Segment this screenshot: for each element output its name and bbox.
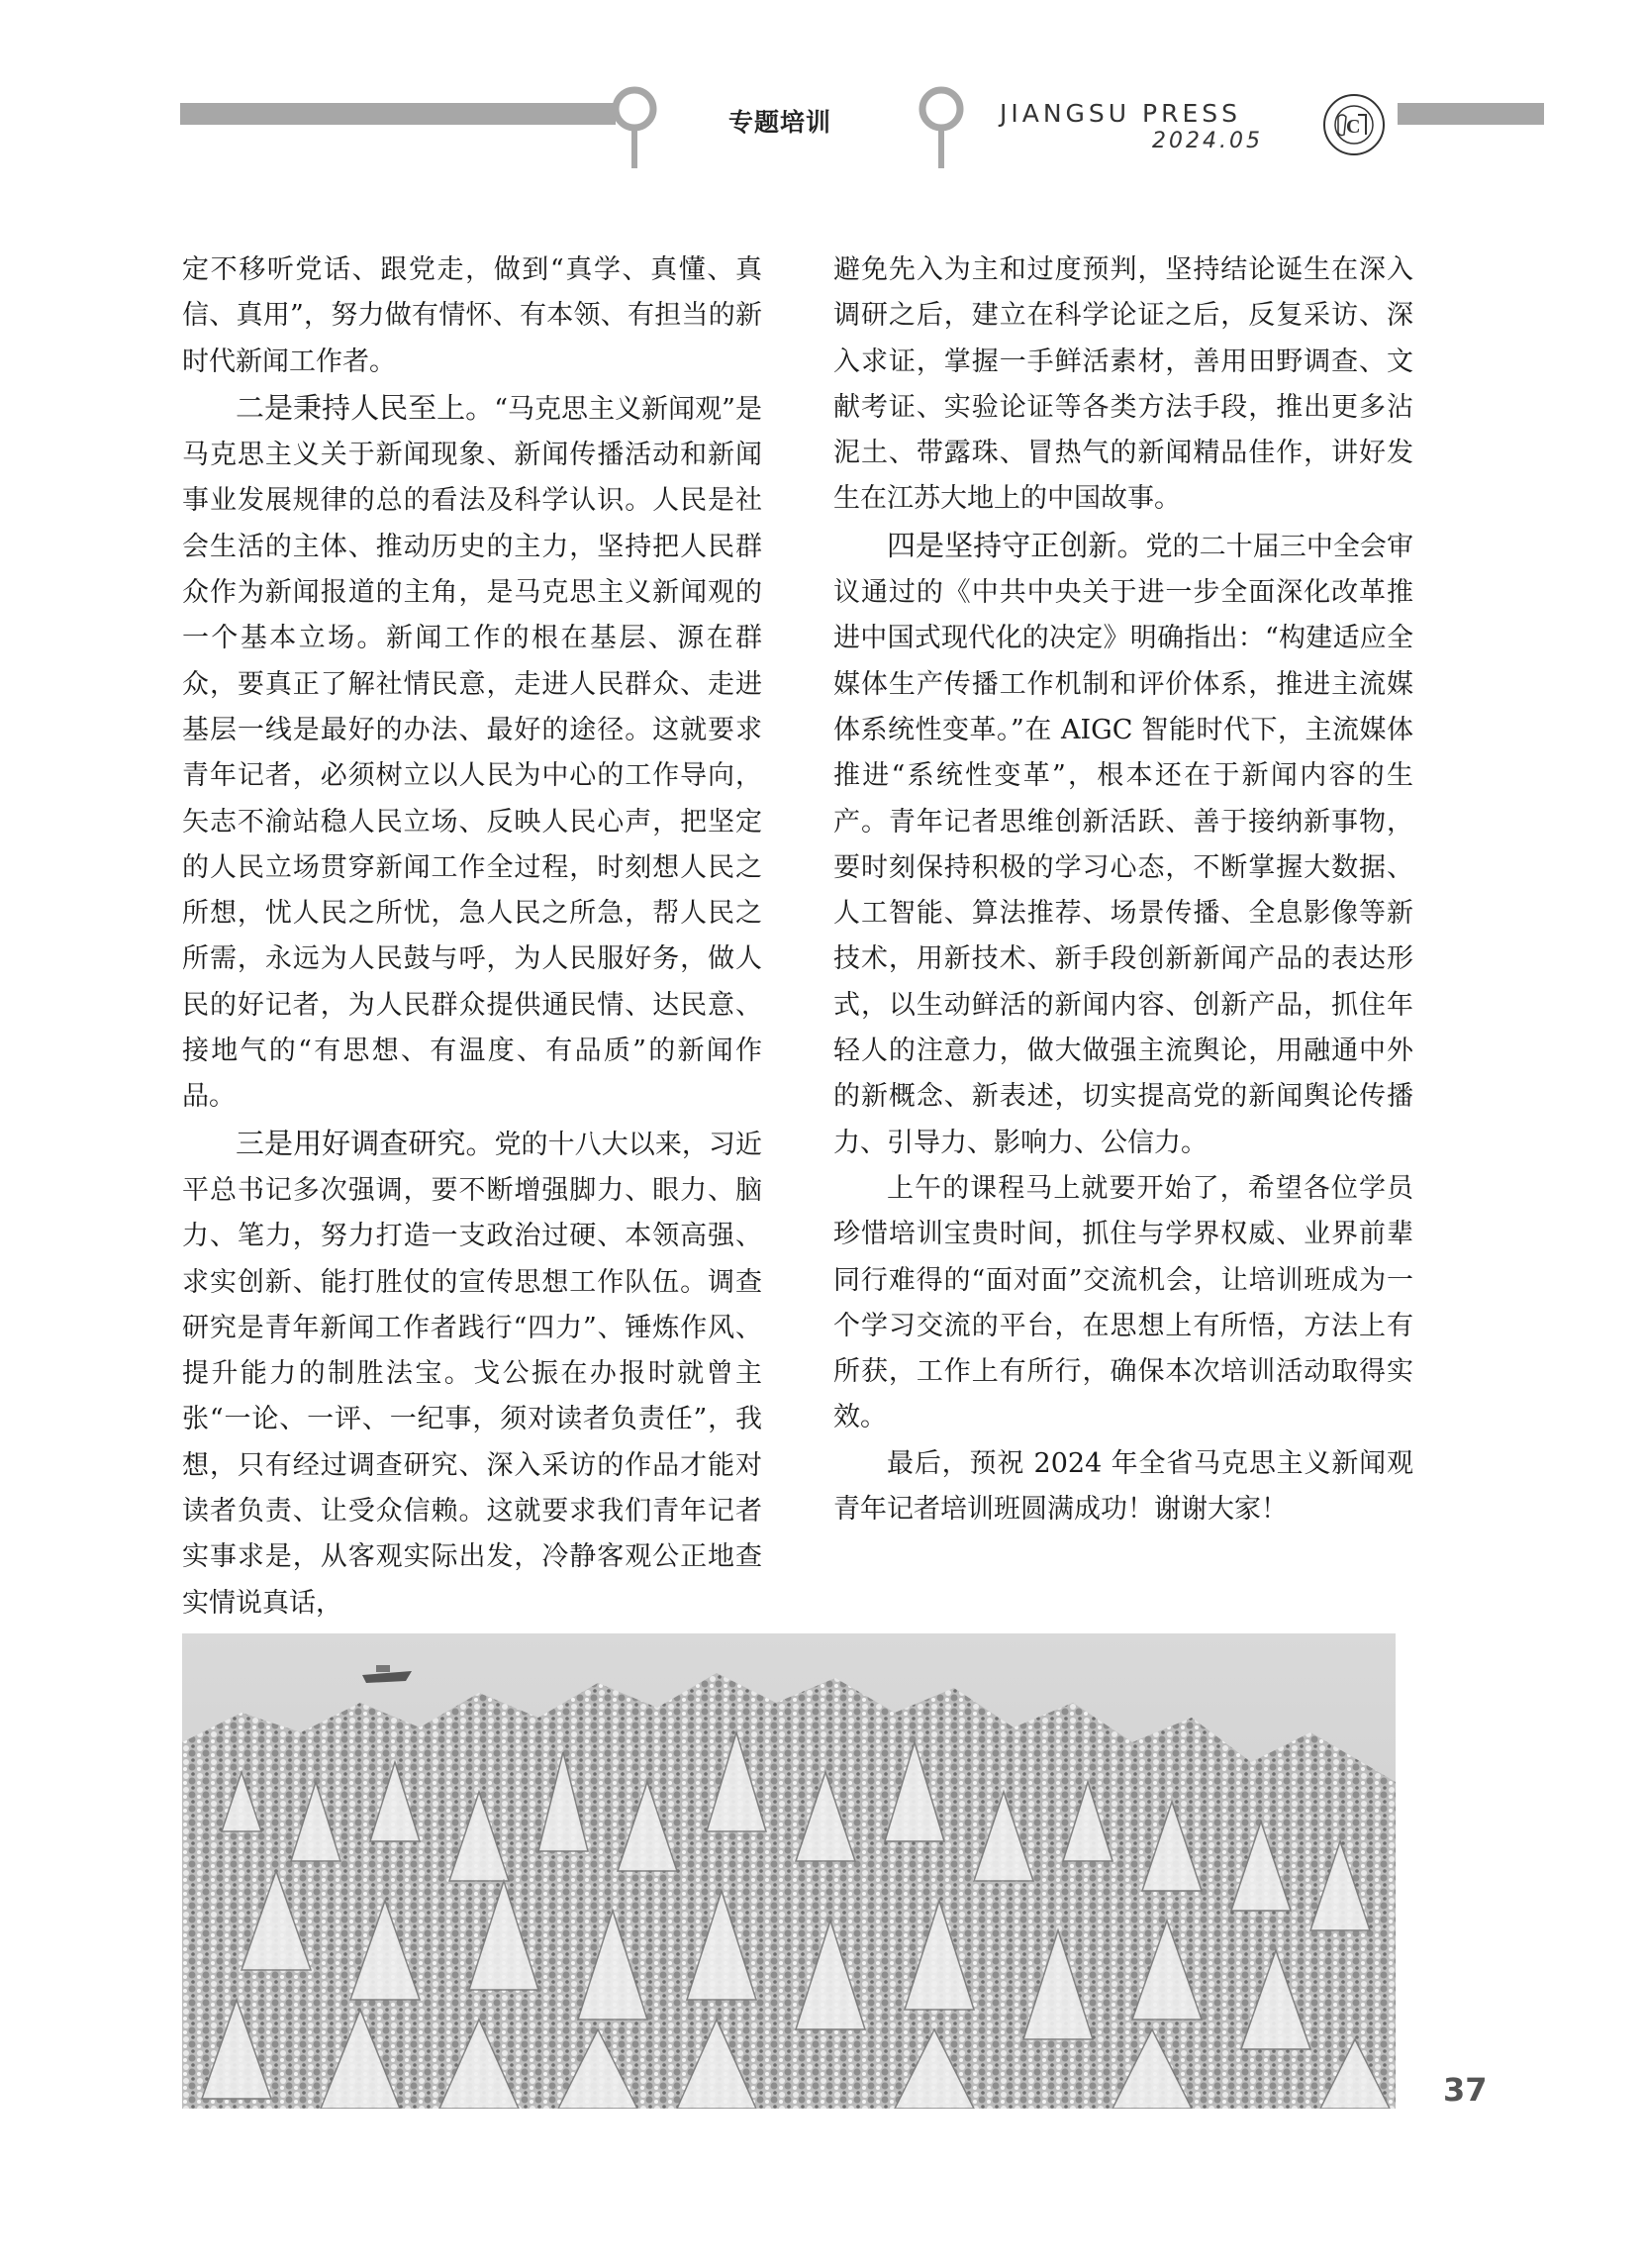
forest-illustration bbox=[182, 1633, 1396, 2109]
pin-icon-right bbox=[919, 85, 964, 204]
left-column bbox=[182, 247, 762, 1627]
section-title: 专题培训 bbox=[728, 108, 832, 137]
paragraph: 定不移听党话、跟党走，做到“真学、真懂、真信、真用”，努力做有情怀、有本领、有担当的新时代新闻工作者。 bbox=[182, 254, 762, 377]
header-rule-right bbox=[1398, 103, 1544, 125]
pin-icon-left bbox=[612, 85, 657, 204]
paragraph: 避免先入为主和过度预判，坚持结论诞生在深入调研之后，建立在科学论证之后，反复采访、深入求证，掌握一手鲜活素材，善用田野调查、文献考证、实验论证等各类方法手段，推出更多沾泥土、带露珠、冒热气的新闻精品佳作，讲好发生在江苏大地上的中国故事。 bbox=[833, 254, 1413, 515]
press-name: JIANGSU PRESS bbox=[1000, 99, 1242, 128]
header-rule-left bbox=[180, 103, 616, 125]
paragraph-lead: 二是秉持人民至上。 bbox=[236, 390, 495, 425]
paragraph-body: 党的十八大以来，习近平总书记多次强调，要不断增强脚力、眼力、脑力、笔力，努力打造一支政治过硬、本领高强、求实创新、能打胜仗的宣传思想工作队伍。调查研究是青年新闻工作者践行“四力”、锤炼作风、提升能力的制胜法宝。戈公振在办报时就曾主张“一论、一评、一纪事，须对读者负责任”，我想，只有经过调查研究、深入采访的作品才能对读者负责、让受众信赖。这就要求我们青年记者实事求是，从客观实际出发，冷静客观公正地查实情说真话， bbox=[182, 1129, 762, 1619]
paragraph-lead: 四是坚持守正创新。 bbox=[887, 528, 1146, 562]
paragraph bbox=[182, 1121, 762, 1627]
page-number: 37 bbox=[1443, 2071, 1488, 2109]
paragraph-body: 党的二十届三中全会审议通过的《中共中央关于进一步全面深化改革推进中国式现代化的决定》明确指出：“构建适应全媒体生产传播工作机制和评价体系，推进主流媒体系统性变革。”在 AIGC 智能时代下，主流媒体推进“系统性变革”，根本还在于新闻内容的生产。青年记者思维创新活跃、善于接纳新事物，要时刻保持积极的学习心态，不断掌握大数据、人工智能、算法推荐、场景传播、全息影像等新技术，用新技术、新手段创新新闻产品的表达形式，以生动鲜活的新闻内容、创新产品，抓住年轻人的注意力，做大做强主流舆论，用融通中外的新概念、新表述，切实提高党的新闻舆论传播力、引导力、影响力、公信力。 bbox=[833, 531, 1413, 1158]
issue-date: 2024.05 bbox=[1152, 129, 1263, 153]
svg-text:C: C bbox=[1346, 116, 1361, 138]
paragraph bbox=[182, 385, 762, 1121]
paragraph: 最后，预祝 2024 年全省马克思主义新闻观青年记者培训班圆满成功！谢谢大家！ bbox=[833, 1447, 1413, 1526]
paragraph-lead: 三是用好调查研究。 bbox=[236, 1126, 495, 1160]
association-seal-logo bbox=[1322, 93, 1386, 156]
right-column bbox=[833, 247, 1413, 1532]
forest-photo bbox=[182, 1633, 1396, 2109]
paragraph bbox=[833, 523, 1413, 1166]
paragraph-body: “马克思主义新闻观”是马克思主义关于新闻现象、新闻传播活动和新闻事业发展规律的总的看法及科学认识。人民是社会生活的主体、推动历史的主力，坚持把人民群众作为新闻报道的主角，是马克思主义新闻观的一个基本立场。新闻工作的根在基层、源在群众，要真正了解社情民意，走进人民群众、走进基层一线是最好的办法、最好的途径。这就要求青年记者，必须树立以人民为中心的工作导向，矢志不渝站稳人民立场、反映人民心声，把坚定的人民立场贯穿新闻工作全过程，时刻想人民之所想，忧人民之所忧，急人民之所急，帮人民之所需，永远为人民鼓与呼，为人民服好务，做人民的好记者，为人民群众提供通民情、达民意、接地气的“有思想、有温度、有品质”的新闻作品。 bbox=[182, 393, 762, 1113]
paragraph: 上午的课程马上就要开始了，希望各位学员珍惜培训宝贵时间，抓住与学界权威、业界前辈同行难得的“面对面”交流机会，让培训班成为一个学习交流的平台，在思想上有所悟，方法上有所获，工作上有所行，确保本次培训活动取得实效。 bbox=[833, 1172, 1413, 1433]
